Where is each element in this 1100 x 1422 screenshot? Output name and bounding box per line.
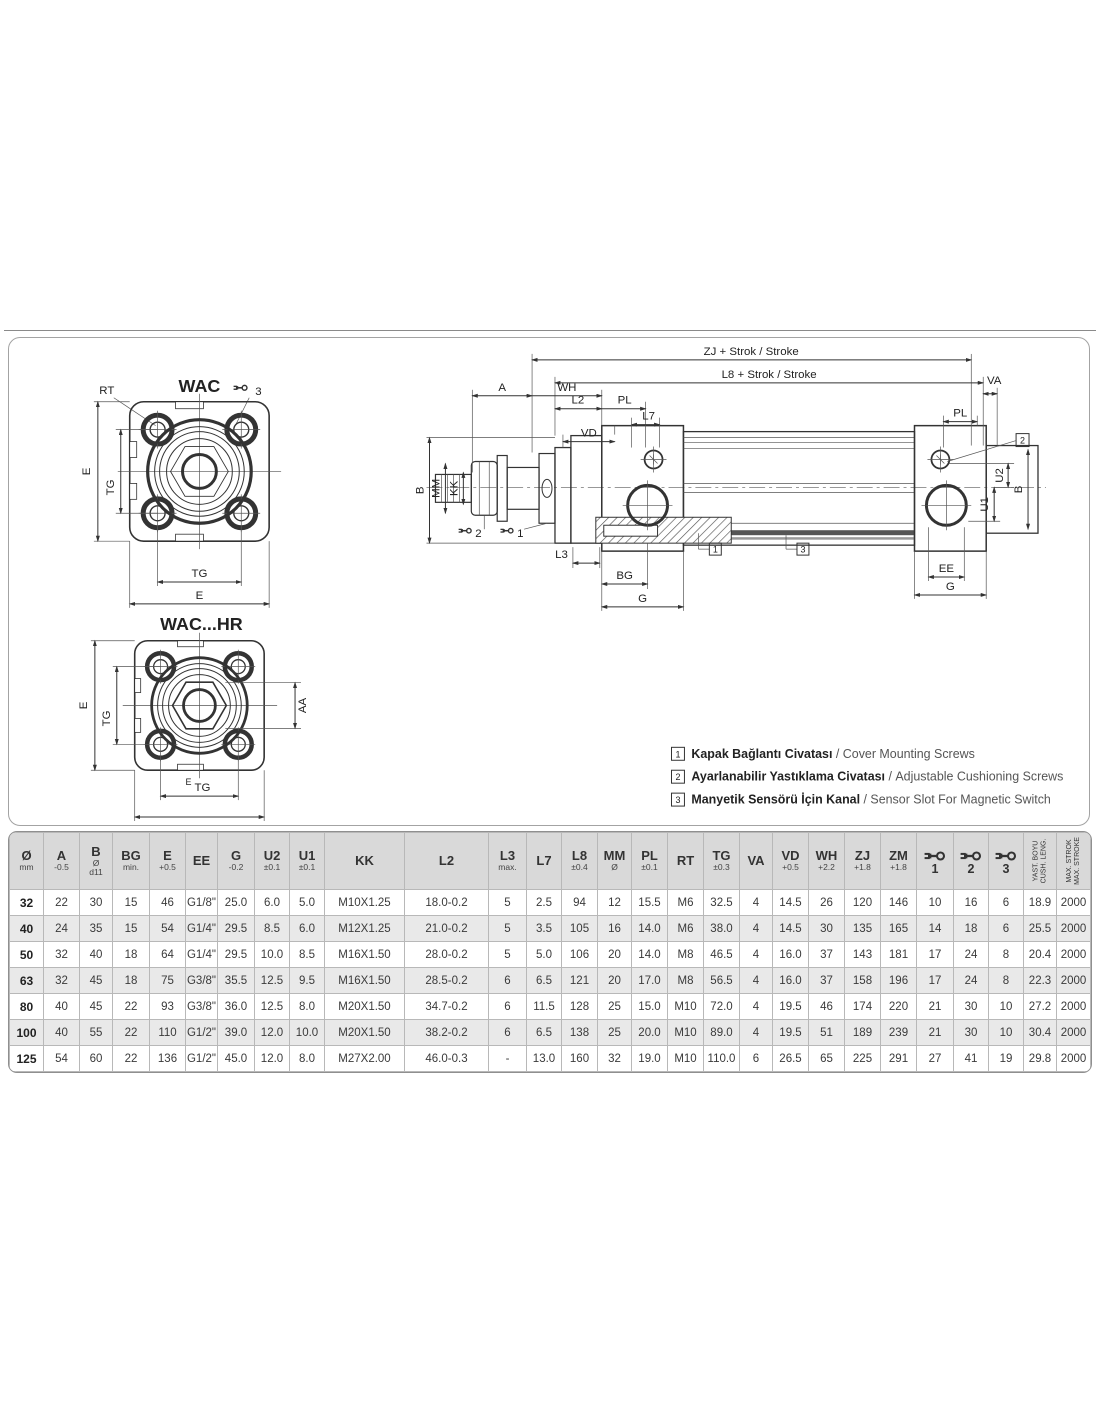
cell-ZM: 196: [881, 968, 917, 994]
cell-MM: 25: [598, 1020, 632, 1046]
dim-label-pl-left: PL: [617, 394, 632, 407]
cell-L2: 28.5-0.2: [405, 968, 489, 994]
column-header-L8: L8 ±0.4: [562, 833, 598, 890]
dim-label-va: VA: [986, 374, 1002, 387]
cell-WH: 30: [809, 916, 845, 942]
legend-num-1: 1: [675, 749, 681, 760]
cell-E: 54: [150, 916, 186, 942]
dim-label-bg: BG: [616, 570, 633, 583]
cell-E: 136: [150, 1046, 186, 1072]
cell-ZM: 291: [881, 1046, 917, 1072]
dim-label-aa: AA: [296, 697, 309, 714]
cell-PL: 15.0: [632, 994, 668, 1020]
cell-ZJ: 143: [845, 942, 881, 968]
dimension-table: [9, 832, 1091, 1072]
cell-S3: 10: [989, 1020, 1024, 1046]
cell-L8: 138: [562, 1020, 598, 1046]
column-header-S1: 1: [917, 833, 954, 890]
cell-ZJ: 174: [845, 994, 881, 1020]
cell-L8: 128: [562, 994, 598, 1020]
cell-L7: 13.0: [527, 1046, 562, 1072]
cell-U1: 8.5: [290, 942, 325, 968]
cell-B: 45: [80, 994, 113, 1020]
cell-U1: 9.5: [290, 968, 325, 994]
cell-MAXST: 2000: [1057, 942, 1091, 968]
cell-RT: M10: [668, 994, 704, 1020]
cell-G: 45.0: [218, 1046, 255, 1072]
column-header-KK: KK: [325, 833, 405, 890]
cell-L3: -: [489, 1046, 527, 1072]
column-header-ZM: ZM +1.8: [881, 833, 917, 890]
cell-BG: 22: [113, 994, 150, 1020]
cell-S1: 21: [917, 994, 954, 1020]
table-row: [10, 1046, 1091, 1072]
column-header-S2: 2: [954, 833, 989, 890]
cell-G: 36.0: [218, 994, 255, 1020]
cell-L3: 6: [489, 994, 527, 1020]
cell-RT: M8: [668, 942, 704, 968]
cell-KK: M20X1.50: [325, 994, 405, 1020]
column-header-BG: BG min.: [113, 833, 150, 890]
cell-VA: 4: [740, 890, 773, 916]
cell-ZM: 165: [881, 916, 917, 942]
column-header-TG: TG ±0.3: [704, 833, 740, 890]
column-header-E: E +0.5: [150, 833, 186, 890]
cell-WH: 46: [809, 994, 845, 1020]
dim-label-u2: U2: [994, 468, 1007, 483]
table-header-row: [10, 833, 1091, 890]
cell-BG: 18: [113, 968, 150, 994]
cell-S2: 16: [954, 890, 989, 916]
cell-L2: 38.2-0.2: [405, 1020, 489, 1046]
column-header-A: A -0.5: [44, 833, 80, 890]
cell-VD: 19.5: [773, 1020, 809, 1046]
column-header-B: B Ø d11: [80, 833, 113, 890]
dim-label-e-left: E: [80, 467, 93, 476]
cell-S1: 14: [917, 916, 954, 942]
cell-TG: 38.0: [704, 916, 740, 942]
cell-VA: 4: [740, 1020, 773, 1046]
cell-KK: M16X1.50: [325, 942, 405, 968]
table-header: [10, 833, 1091, 890]
dim-label-ee: EE: [938, 563, 955, 576]
cell-E: 64: [150, 942, 186, 968]
dim-label-g-right: G: [945, 580, 955, 593]
dim-label-b-left: B: [414, 486, 427, 495]
cell-B: 45: [80, 968, 113, 994]
cell-U1: 8.0: [290, 994, 325, 1020]
cell-bore: 32: [10, 890, 44, 916]
cell-BG: 22: [113, 1046, 150, 1072]
dim-label-l3: L3: [555, 549, 568, 562]
cell-MAXST: 2000: [1057, 1020, 1091, 1046]
table-row: [10, 942, 1091, 968]
cell-G: 25.0: [218, 890, 255, 916]
cell-MM: 32: [598, 1046, 632, 1072]
cell-KK: M10X1.25: [325, 890, 405, 916]
cell-MAXST: 2000: [1057, 916, 1091, 942]
cell-EE: G1/4": [186, 916, 218, 942]
dim-label-u1: U1: [979, 497, 992, 512]
column-header-ZJ: ZJ +1.8: [845, 833, 881, 890]
column-header-S3: 3: [989, 833, 1024, 890]
cell-U2: 12.0: [255, 1046, 290, 1072]
cell-S1: 17: [917, 968, 954, 994]
cell-ZJ: 120: [845, 890, 881, 916]
cell-RT: M6: [668, 890, 704, 916]
cell-EE: G1/2": [186, 1046, 218, 1072]
cell-KK: M12X1.25: [325, 916, 405, 942]
cell-S2: 24: [954, 942, 989, 968]
cell-PL: 14.0: [632, 942, 668, 968]
cell-B: 60: [80, 1046, 113, 1072]
cell-S2: 41: [954, 1046, 989, 1072]
cell-PL: 17.0: [632, 968, 668, 994]
wac-hr-title: WAC...HR: [160, 613, 243, 634]
cell-TG: 46.5: [704, 942, 740, 968]
cell-ZM: 239: [881, 1020, 917, 1046]
dim-label-g-left: G: [638, 592, 648, 605]
cell-CUSH: 25.5: [1024, 916, 1057, 942]
wrench-icon: [924, 851, 946, 861]
cell-G: 39.0: [218, 1020, 255, 1046]
cell-U1: 10.0: [290, 1020, 325, 1046]
cell-PL: 15.5: [632, 890, 668, 916]
cell-G: 29.5: [218, 916, 255, 942]
cell-MAXST: 2000: [1057, 968, 1091, 994]
cell-WH: 26: [809, 890, 845, 916]
cell-EE: G1/2": [186, 1020, 218, 1046]
technical-drawing: [9, 338, 1089, 825]
wrench-icon: [960, 851, 982, 861]
cell-VA: 4: [740, 916, 773, 942]
cell-MAXST: 2000: [1057, 994, 1091, 1020]
column-header-bore: Ø mm: [10, 833, 44, 890]
dim-label-tg-bottom: TG: [191, 568, 208, 581]
dim-label-rt: RT: [99, 384, 115, 397]
cell-L2: 46.0-0.3: [405, 1046, 489, 1072]
cell-B: 35: [80, 916, 113, 942]
cell-TG: 110.0: [704, 1046, 740, 1072]
cell-WH: 37: [809, 942, 845, 968]
table-row: [10, 916, 1091, 942]
cell-U2: 12.5: [255, 994, 290, 1020]
cell-ZM: 181: [881, 942, 917, 968]
cell-WH: 65: [809, 1046, 845, 1072]
cell-A: 22: [44, 890, 80, 916]
cell-TG: 56.5: [704, 968, 740, 994]
callout-box-3: 3: [800, 544, 806, 555]
dim-label-l7: L7: [642, 410, 655, 423]
cell-A: 40: [44, 994, 80, 1020]
cell-L7: 6.5: [527, 1020, 562, 1046]
legend-item-1: Kapak Bağlantı Civatası / Cover Mounting Screws: [691, 746, 975, 761]
cell-B: 55: [80, 1020, 113, 1046]
cell-VA: 6: [740, 1046, 773, 1072]
cell-ZM: 146: [881, 890, 917, 916]
column-header-L2: L2: [405, 833, 489, 890]
cell-TG: 72.0: [704, 994, 740, 1020]
cell-CUSH: 22.3: [1024, 968, 1057, 994]
cell-ZJ: 158: [845, 968, 881, 994]
cell-BG: 15: [113, 916, 150, 942]
cell-L3: 6: [489, 1020, 527, 1046]
table-body: [10, 890, 1091, 1072]
legend-item-3: Manyetik Sensörü İçin Kanal / Sensor Slot For Magnetic Switch: [691, 792, 1051, 807]
cell-L2: 21.0-0.2: [405, 916, 489, 942]
cell-RT: M8: [668, 968, 704, 994]
wac-title: WAC: [178, 375, 221, 396]
cell-L8: 105: [562, 916, 598, 942]
cell-MM: 25: [598, 994, 632, 1020]
legend-item-2: Ayarlanabilir Yastıklama Civatası / Adjustable Cushioning Screws: [691, 769, 1064, 784]
dim-label-tg-bottom: TG: [194, 782, 211, 795]
cell-S3: 10: [989, 994, 1024, 1020]
wrench-icon: [459, 528, 471, 533]
cell-PL: 14.0: [632, 916, 668, 942]
cell-VD: 14.5: [773, 890, 809, 916]
cell-CUSH: 18.9: [1024, 890, 1057, 916]
cell-L8: 121: [562, 968, 598, 994]
cell-L8: 106: [562, 942, 598, 968]
column-header-EE: EE: [186, 833, 218, 890]
cell-S3: 6: [989, 890, 1024, 916]
cell-KK: M20X1.50: [325, 1020, 405, 1046]
cell-bore: 50: [10, 942, 44, 968]
wrench-icon: [995, 851, 1017, 861]
cell-L8: 94: [562, 890, 598, 916]
cell-A: 40: [44, 1020, 80, 1046]
cell-E: 110: [150, 1020, 186, 1046]
table-row: [10, 994, 1091, 1020]
wac-front-view: [81, 376, 281, 608]
cell-EE: G3/8": [186, 968, 218, 994]
cell-L8: 160: [562, 1046, 598, 1072]
column-header-VD: VD +0.5: [773, 833, 809, 890]
cell-L2: 28.0-0.2: [405, 942, 489, 968]
cell-VD: 14.5: [773, 916, 809, 942]
section-divider-line: [4, 330, 1096, 331]
cell-VA: 4: [740, 968, 773, 994]
cell-L3: 5: [489, 890, 527, 916]
cell-CUSH: 30.4: [1024, 1020, 1057, 1046]
cell-MAXST: 2000: [1057, 890, 1091, 916]
cell-KK: M16X1.50: [325, 968, 405, 994]
sensor-slot: [731, 530, 914, 535]
cell-S1: 10: [917, 890, 954, 916]
dim-label-e-bottom: E: [195, 589, 204, 602]
cell-S2: 30: [954, 994, 989, 1020]
column-header-PL: PL ±0.1: [632, 833, 668, 890]
cell-L3: 5: [489, 942, 527, 968]
cell-WH: 51: [809, 1020, 845, 1046]
cell-B: 30: [80, 890, 113, 916]
cell-U2: 6.0: [255, 890, 290, 916]
column-header-L7: L7: [527, 833, 562, 890]
column-header-WH: WH +2.2: [809, 833, 845, 890]
cell-S2: 30: [954, 1020, 989, 1046]
cell-WH: 37: [809, 968, 845, 994]
cell-EE: G3/8": [186, 994, 218, 1020]
cell-L3: 5: [489, 916, 527, 942]
dim-label-tg-left: TG: [104, 479, 117, 496]
cell-PL: 19.0: [632, 1046, 668, 1072]
dim-label-e-left: E: [77, 701, 90, 710]
dim-label-vd: VD: [580, 427, 597, 440]
cell-BG: 15: [113, 890, 150, 916]
column-header-G: G -0.2: [218, 833, 255, 890]
cell-U2: 12.5: [255, 968, 290, 994]
cell-CUSH: 20.4: [1024, 942, 1057, 968]
cell-ZJ: 135: [845, 916, 881, 942]
cell-TG: 32.5: [704, 890, 740, 916]
dim-label-tg-left: TG: [100, 710, 113, 727]
wrench-icon: [500, 528, 512, 533]
cell-G: 35.5: [218, 968, 255, 994]
wrench-icon: [234, 385, 247, 390]
legend-num-3: 3: [675, 795, 681, 806]
cell-U1: 6.0: [290, 916, 325, 942]
cell-MM: 20: [598, 942, 632, 968]
cell-U1: 5.0: [290, 890, 325, 916]
cell-CUSH: 29.8: [1024, 1046, 1057, 1072]
column-header-U1: U1 ±0.1: [290, 833, 325, 890]
cell-ZJ: 189: [845, 1020, 881, 1046]
cell-VA: 4: [740, 942, 773, 968]
cell-RT: M10: [668, 1046, 704, 1072]
column-header-MM: MM Ø: [598, 833, 632, 890]
cell-VD: 19.5: [773, 994, 809, 1020]
cell-U1: 8.0: [290, 1046, 325, 1072]
cell-U2: 12.0: [255, 1020, 290, 1046]
cell-RT: M6: [668, 916, 704, 942]
cell-L7: 6.5: [527, 968, 562, 994]
dimension-table-wrapper: [8, 831, 1092, 1073]
cell-bore: 100: [10, 1020, 44, 1046]
column-header-U2: U2 ±0.1: [255, 833, 290, 890]
dim-label-a: A: [498, 381, 507, 394]
table-row: [10, 1020, 1091, 1046]
cell-A: 32: [44, 968, 80, 994]
cell-S1: 27: [917, 1046, 954, 1072]
cell-PL: 20.0: [632, 1020, 668, 1046]
callout-box-1: 1: [712, 544, 718, 555]
cylinder-side-view: [415, 346, 1046, 611]
cell-bore: 40: [10, 916, 44, 942]
cell-A: 32: [44, 942, 80, 968]
wac-hr-front-view: [78, 614, 309, 821]
dim-label-e-bottom: E: [185, 777, 192, 788]
dim-label-l2: L2: [571, 394, 585, 407]
cell-E: 46: [150, 890, 186, 916]
cell-S1: 21: [917, 1020, 954, 1046]
dim-label-l8-stroke: L8 + Strok / Stroke: [721, 368, 817, 381]
column-header-L3: L3 max.: [489, 833, 527, 890]
cell-MM: 12: [598, 890, 632, 916]
callout-1-label: 1: [517, 528, 524, 541]
cell-VA: 4: [740, 994, 773, 1020]
cell-G: 29.5: [218, 942, 255, 968]
cell-S1: 17: [917, 942, 954, 968]
dim-label-b-right: B: [1013, 485, 1026, 494]
cell-L7: 2.5: [527, 890, 562, 916]
dim-label-wh: WH: [557, 381, 577, 394]
callout-box-2: 2: [1020, 435, 1026, 446]
cell-MAXST: 2000: [1057, 1046, 1091, 1072]
cell-EE: G1/4": [186, 942, 218, 968]
technical-drawing-panel: [8, 337, 1090, 826]
cell-KK: M27X2.00: [325, 1046, 405, 1072]
cell-bore: 63: [10, 968, 44, 994]
cell-RT: M10: [668, 1020, 704, 1046]
callout-3-label: 3: [255, 385, 262, 398]
dim-label-zj-stroke: ZJ + Strok / Stroke: [703, 345, 799, 358]
cell-BG: 22: [113, 1020, 150, 1046]
legend: [671, 747, 1063, 807]
dim-label-pl-right: PL: [953, 407, 968, 420]
callout-2-label: 2: [475, 528, 482, 541]
cell-L7: 11.5: [527, 994, 562, 1020]
cell-S3: 8: [989, 968, 1024, 994]
column-header-MAXST: MAX. STROK MAX. STROKE: [1057, 833, 1091, 890]
cell-VD: 26.5: [773, 1046, 809, 1072]
cell-A: 24: [44, 916, 80, 942]
cell-ZM: 220: [881, 994, 917, 1020]
cell-U2: 8.5: [255, 916, 290, 942]
cell-S2: 24: [954, 968, 989, 994]
cell-VD: 16.0: [773, 942, 809, 968]
table-row: [10, 890, 1091, 916]
cell-TG: 89.0: [704, 1020, 740, 1046]
cell-ZJ: 225: [845, 1046, 881, 1072]
cell-E: 75: [150, 968, 186, 994]
cell-bore: 80: [10, 994, 44, 1020]
column-header-CUSH: YAST. BOYU CUSH. LENG.: [1024, 833, 1057, 890]
cell-MM: 20: [598, 968, 632, 994]
cell-E: 93: [150, 994, 186, 1020]
cell-L7: 5.0: [527, 942, 562, 968]
cell-A: 54: [44, 1046, 80, 1072]
cell-bore: 125: [10, 1046, 44, 1072]
table-row: [10, 968, 1091, 994]
cell-CUSH: 27.2: [1024, 994, 1057, 1020]
cell-L3: 6: [489, 968, 527, 994]
cell-S2: 18: [954, 916, 989, 942]
cell-VD: 16.0: [773, 968, 809, 994]
cell-EE: G1/8": [186, 890, 218, 916]
legend-num-2: 2: [675, 772, 681, 783]
column-header-VA: VA: [740, 833, 773, 890]
dim-label-kk: KK: [448, 480, 461, 497]
cell-B: 40: [80, 942, 113, 968]
cell-S3: 8: [989, 942, 1024, 968]
dim-label-mm: MM: [430, 478, 443, 498]
column-header-RT: RT: [668, 833, 704, 890]
cell-L7: 3.5: [527, 916, 562, 942]
cell-MM: 16: [598, 916, 632, 942]
cell-L2: 18.0-0.2: [405, 890, 489, 916]
cell-S3: 19: [989, 1046, 1024, 1072]
cell-L2: 34.7-0.2: [405, 994, 489, 1020]
cell-U2: 10.0: [255, 942, 290, 968]
cell-S3: 6: [989, 916, 1024, 942]
cell-BG: 18: [113, 942, 150, 968]
